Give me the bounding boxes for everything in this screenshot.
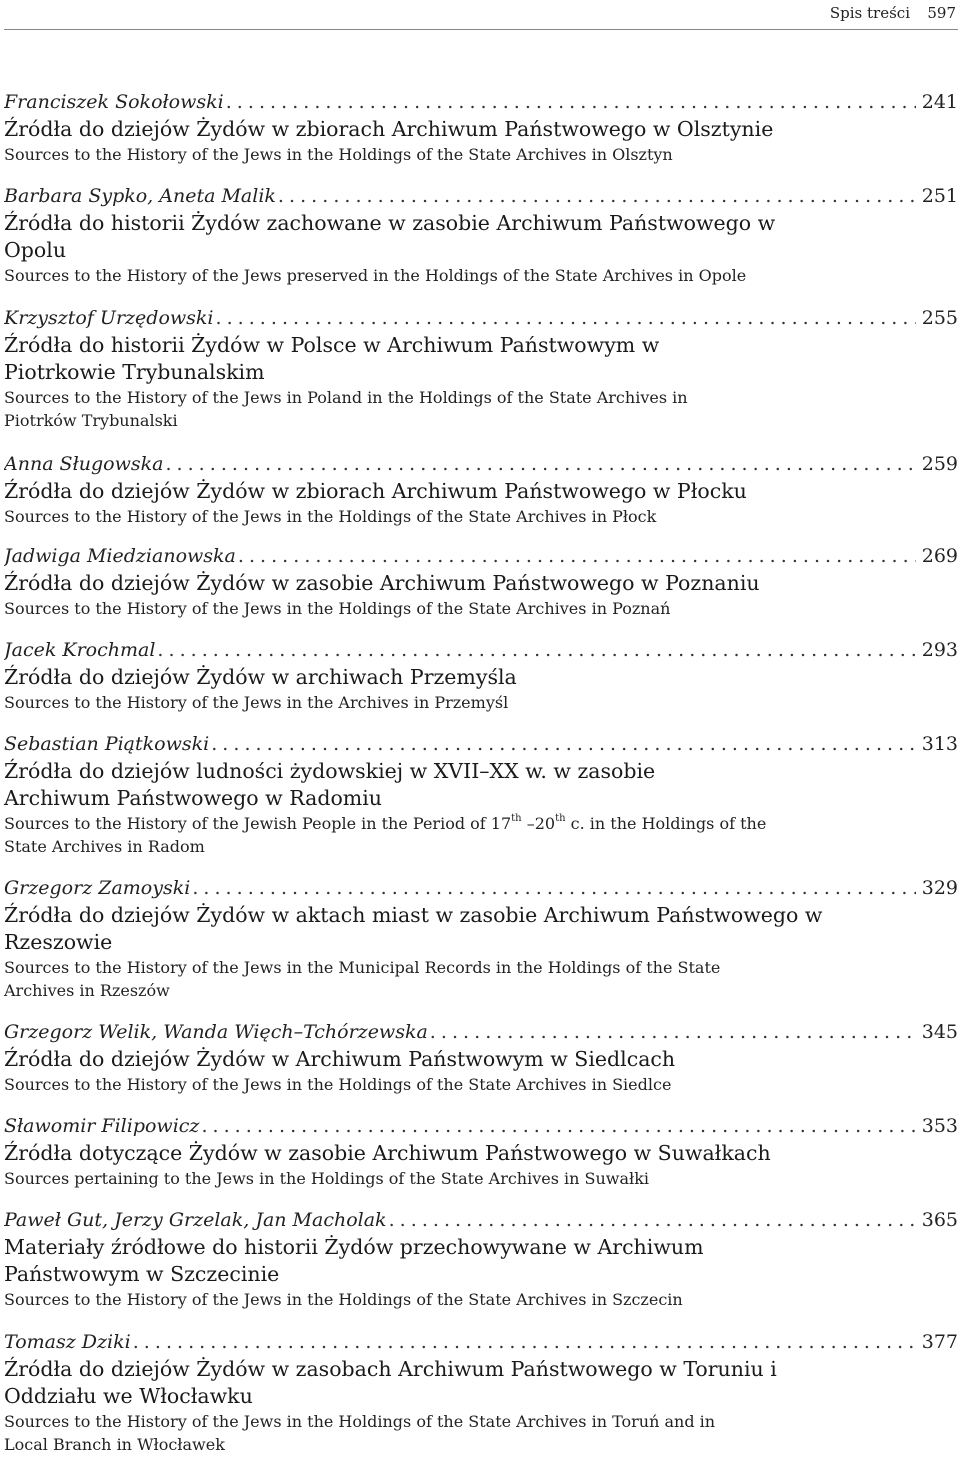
dot-leader xyxy=(157,636,915,664)
toc-entry-title-english: Sources to the History of the Jews in the Archives in Przemyśl xyxy=(4,693,509,712)
toc-entry-title-english: Sources to the History of the Jews in the Holdings of the State Archives in Siedlce xyxy=(4,1075,672,1094)
toc-entry-page: 259 xyxy=(921,453,958,475)
toc-entry-author-line xyxy=(4,1018,958,1046)
toc-entry-page: 353 xyxy=(921,1115,958,1137)
toc-entry-title-english: Sources to the History of the Jewish People in the Period of 17th –20th c. in the Holdings of the State Archives in Radom xyxy=(4,812,767,856)
toc-entry-title-english: Sources to the History of the Jews in the Holdings of the State Archives in Toruń and in Local Branch in Włocławek xyxy=(4,1412,716,1454)
toc-entry-page: 377 xyxy=(921,1331,958,1353)
dot-leader xyxy=(201,1112,915,1140)
toc-entry-author: Barbara Sypko, Aneta Malik xyxy=(4,185,276,207)
toc-entry xyxy=(4,1328,958,1456)
toc-entry-author: Sławomir Filipowicz xyxy=(4,1115,200,1137)
toc-entry-page: 345 xyxy=(921,1021,958,1043)
toc-entry-page: 293 xyxy=(921,639,958,661)
toc-entry xyxy=(4,182,958,287)
toc-entry-title-polish: Źródła do historii Żydów zachowane w zasobie Archiwum Państwowego w Opolu xyxy=(4,211,776,262)
toc-entry-title-polish: Źródła do dziejów Żydów w zasobie Archiwum Państwowego w Poznaniu xyxy=(4,571,760,595)
toc-entry-page: 329 xyxy=(921,877,958,899)
toc-entry-page: 241 xyxy=(921,91,958,113)
toc-entry xyxy=(4,304,958,432)
toc-entry-author: Tomasz Dziki xyxy=(4,1331,131,1353)
toc-entry-author-line xyxy=(4,636,958,664)
toc-entry-author: Jacek Krochmal xyxy=(4,639,156,661)
toc-entry-title-english: Sources to the History of the Jews in the Holdings of the State Archives in Szczecin xyxy=(4,1290,683,1309)
toc-entry-title-polish: Źródła do dziejów Żydów w zbiorach Archiwum Państwowego w Płocku xyxy=(4,479,747,503)
toc-entry-author-line xyxy=(4,542,958,570)
toc-entry-title-english: Sources to the History of the Jews in Poland in the Holdings of the State Archives in Piotrków Trybunalski xyxy=(4,388,688,430)
header-rule xyxy=(4,29,958,30)
toc-entry-title-polish: Źródła do dziejów Żydów w Archiwum Państwowym w Siedlcach xyxy=(4,1047,676,1071)
dot-leader xyxy=(215,304,915,332)
dot-leader xyxy=(238,542,916,570)
toc-entry-author-line xyxy=(4,1112,958,1140)
toc-entry-author: Grzegorz Zamoyski xyxy=(4,877,191,899)
dot-leader xyxy=(226,88,916,116)
page-header xyxy=(0,0,960,30)
dot-leader xyxy=(165,450,915,478)
toc-entry-author: Paweł Gut, Jerzy Grzelak, Jan Macholak xyxy=(4,1209,387,1231)
toc-entry-author: Grzegorz Welik, Wanda Więch–Tchórzewska xyxy=(4,1021,428,1043)
toc-entry-author-line xyxy=(4,88,958,116)
toc-entry-page: 269 xyxy=(921,545,958,567)
dot-leader xyxy=(133,1328,916,1356)
toc-entry-author: Jadwiga Miedzianowska xyxy=(4,545,236,567)
dot-leader xyxy=(192,874,915,902)
toc-entry-title-english: Sources pertaining to the Jews in the Holdings of the State Archives in Suwałki xyxy=(4,1169,650,1188)
toc-entry-title-polish: Źródła do dziejów Żydów w archiwach Przemyśla xyxy=(4,665,517,689)
toc-entry-author: Krzysztof Urzędowski xyxy=(4,307,214,329)
running-head-page-number: 597 xyxy=(927,4,956,22)
toc-entry-title-english: Sources to the History of the Jews in the Holdings of the State Archives in Płock xyxy=(4,507,657,526)
dot-leader xyxy=(278,182,916,210)
toc-entry-title-polish: Źródła do dziejów Żydów w zasobach Archiwum Państwowego w Toruniu i Oddziału we Włocławku xyxy=(4,1357,777,1408)
dot-leader xyxy=(389,1206,916,1234)
toc-entry-author: Franciszek Sokołowski xyxy=(4,91,224,113)
toc-entry-author: Sebastian Piątkowski xyxy=(4,733,210,755)
toc-entry-page: 365 xyxy=(921,1209,958,1231)
toc-entry xyxy=(4,88,958,166)
toc-entry xyxy=(4,636,958,714)
toc-entry-author-line xyxy=(4,450,958,478)
toc-entry-title-polish: Źródła dotyczące Żydów w zasobie Archiwum Państwowego w Suwałkach xyxy=(4,1141,771,1165)
toc-entry xyxy=(4,1018,958,1096)
toc-entry xyxy=(4,450,958,528)
toc-entry-title-english: Sources to the History of the Jews in the Holdings of the State Archives in Poznań xyxy=(4,599,671,618)
running-head-title: Spis treści xyxy=(829,4,910,22)
toc-entry-author-line xyxy=(4,182,958,210)
toc-entry xyxy=(4,730,958,858)
toc-entry-page: 251 xyxy=(921,185,958,207)
toc-entry xyxy=(4,542,958,620)
toc-entry-page: 255 xyxy=(921,307,958,329)
dot-leader xyxy=(430,1018,916,1046)
toc-entry-author-line xyxy=(4,304,958,332)
toc-entry-page: 313 xyxy=(921,733,958,755)
toc-entry-title-english: Sources to the History of the Jews in the Holdings of the State Archives in Olsztyn xyxy=(4,145,673,164)
toc-entry xyxy=(4,1112,958,1190)
toc-entry-title-polish: Materiały źródłowe do historii Żydów przechowywane w Archiwum Państwowym w Szczecinie xyxy=(4,1235,704,1286)
toc-entry-title-english: Sources to the History of the Jews preserved in the Holdings of the State Archives in Opole xyxy=(4,266,747,285)
toc-entry-author-line xyxy=(4,1328,958,1356)
toc-entry-author-line xyxy=(4,874,958,902)
toc-entry-title-polish: Źródła do dziejów ludności żydowskiej w XVII–XX w. w zasobie Archiwum Państwowego w Radomiu xyxy=(4,759,656,810)
toc-entry-author: Anna Sługowska xyxy=(4,453,164,475)
toc-entry-title-english: Sources to the History of the Jews in the Municipal Records in the Holdings of the State Archives in Rzeszów xyxy=(4,958,721,1000)
toc-entry xyxy=(4,1206,958,1311)
toc-entry-title-polish: Źródła do dziejów Żydów w aktach miast w zasobie Archiwum Państwowego w Rzeszowie xyxy=(4,903,823,954)
toc-entry xyxy=(4,874,958,1002)
toc-entry-author-line xyxy=(4,730,958,758)
toc-entry-title-polish: Źródła do dziejów Żydów w zbiorach Archiwum Państwowego w Olsztynie xyxy=(4,117,774,141)
toc-entry-title-polish: Źródła do historii Żydów w Polsce w Archiwum Państwowym w Piotrkowie Trybunalskim xyxy=(4,333,660,384)
dot-leader xyxy=(211,730,916,758)
toc-entry-author-line xyxy=(4,1206,958,1234)
